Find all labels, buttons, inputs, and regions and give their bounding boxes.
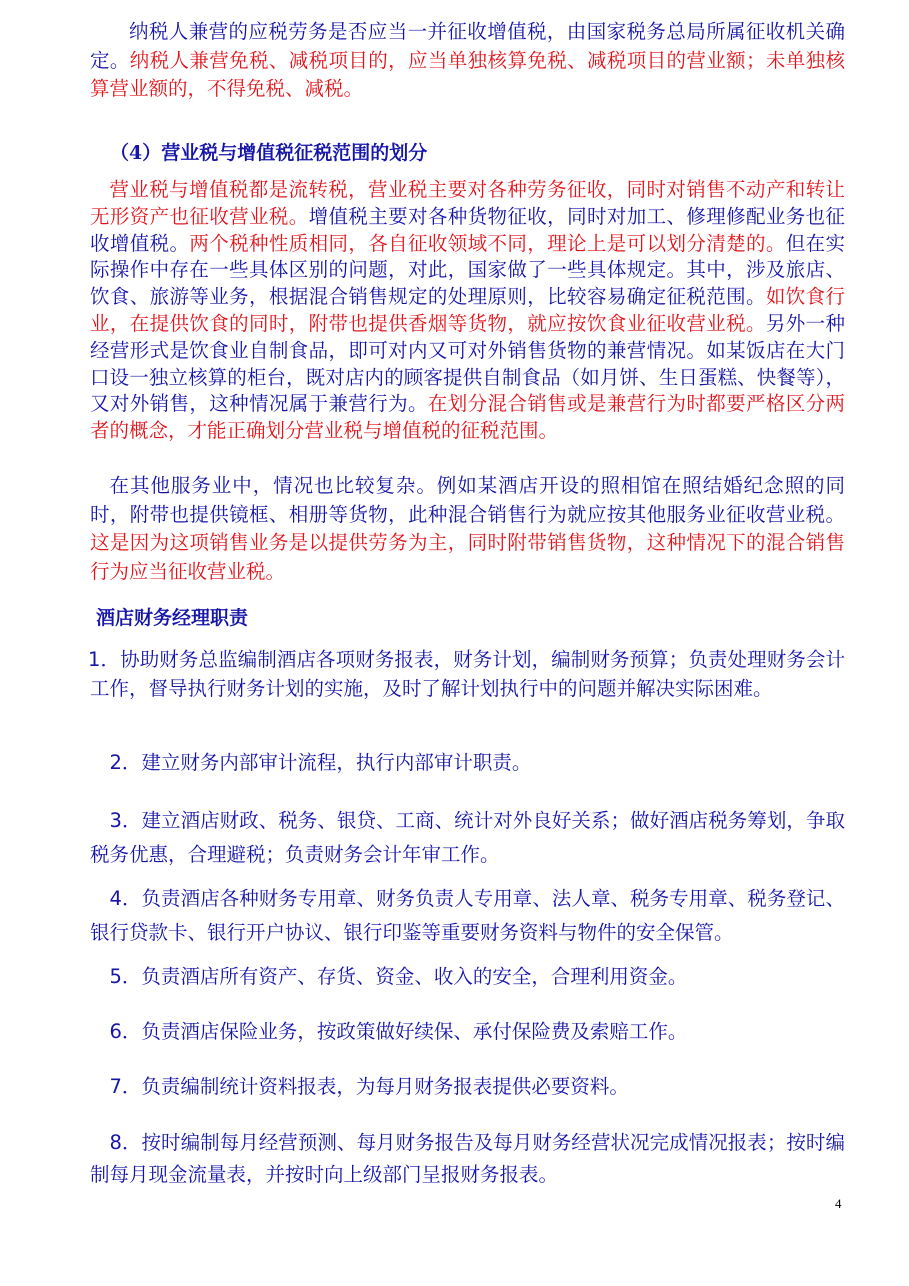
duty-item [90, 1018, 845, 1045]
paragraph-text-blue: 纳税人兼营的应税劳务是否应当一并征收增值税，由国家税务总局所属征收机关确定。 [90, 20, 845, 72]
duty-text: 负责酒店所有资产、存货、资金、收入的安全，合理利用资金。 [141, 965, 688, 988]
duty-item [90, 882, 845, 950]
duty-text: 负责编制统计资料报表，为每月财务报表提供必要资料。 [141, 1075, 629, 1098]
page-number: 4 [835, 1196, 842, 1211]
paragraph-other-services [90, 472, 845, 586]
duty-number: 3． [109, 809, 142, 832]
paragraph-text-red: 两个税种性质相同，各自征收领域不同，理论上是可以划分清楚的。 [189, 231, 786, 255]
paragraph-text-blue: 增值税主要对各种货物征收，同时对加工、修理修配业务也征收增值税。 [90, 204, 845, 255]
duty-number: 2． [109, 751, 142, 774]
duty-text: 负责酒店各种财务专用章、财务负责人专用章、法人章、税务专用章、税务登记、银行贷款卡、银行开户协议、银行印鉴等重要财务资料与物件的安全保管。 [90, 887, 845, 944]
duty-item [90, 963, 845, 990]
paragraph-text-red: 营业税与增值税都是流转税，营业税主要对各种劳务征收，同时对销售不动产和转让无形资产也征收营业税。 [90, 178, 845, 228]
paragraph-text-blue: 在其他服务业中，情况也比较复杂。例如某酒店开设的照相馆在照结婚纪念照的同时，附带也提供镜框、相册等货物，此种混合销售行为就应按其他服务业征收营业税。 [90, 474, 845, 526]
paragraph-text-red: 如饮食行业，在提供饮食的同时，附带也提供香烟等货物，就应按饮食业征收营业税。 [90, 285, 845, 335]
duty-item [90, 1127, 845, 1191]
duty-text: 建立酒店财政、税务、银贷、工商、统计对外良好关系；做好酒店税务筹划，争取税务优惠，合理避税；负责财务会计年审工作。 [90, 809, 845, 866]
duty-number: 5． [109, 965, 142, 988]
paragraph-text-blue: 另外一种经营形式是饮食业自制食品，即可对内又可对外销售货物的兼营情况。如某饭店在大门口设一独立核算的柜台，既对店内的顾客提供自制食品（如月饼、生日蛋糕、快餐等），又对外销售，这种情况属于兼营行为。 [90, 311, 845, 416]
paragraph-text-red: 纳税人兼营免税、减税项目的，应当单独核算免税、减税项目的营业额；未单独核算营业额的，不得免税、减税。 [90, 48, 845, 100]
duty-number: 1． [88, 648, 121, 671]
duty-text: 按时编制每月经营预测、每月财务报告及每月财务经营状况完成情况报表；按时编制每月现金流量表，并按时向上级部门呈报财务报表。 [90, 1131, 845, 1186]
paragraph-tax-scope [90, 177, 845, 445]
duty-number: 8． [109, 1131, 142, 1154]
paragraph-taxpayer-concurrent [90, 18, 845, 104]
paragraph-text-blue: 但在实际操作中存在一些具体区别的问题，对此，国家做了一些具体规定。其中，涉及旅店、饮食、旅游等业务，根据混合销售规定的处理原则，比较容易确定征税范围。 [90, 231, 845, 309]
duty-item [90, 646, 845, 703]
duty-text: 负责酒店保险业务，按政策做好续保、承付保险费及索赔工作。 [141, 1020, 688, 1043]
duty-number: 6． [109, 1020, 142, 1043]
duty-item [90, 1073, 845, 1100]
paragraph-text-red: 在划分混合销售或是兼营行为时都要严格区分两者的概念，才能正确划分营业税与增值税的征税范围。 [90, 392, 845, 443]
duty-text: 协助财务总监编制酒店各项财务报表，财务计划，编制财务预算；负责处理财务会计工作，督导执行财务计划的实施，及时了解计划执行中的问题并解决实际困难。 [90, 648, 845, 700]
duty-text: 建立财务内部审计流程，执行内部审计职责。 [141, 751, 532, 774]
duty-item [90, 804, 845, 872]
section-heading-finance-manager: 酒店财务经理职责 [96, 607, 249, 629]
duty-item [90, 749, 845, 776]
duty-number: 4． [109, 887, 142, 910]
paragraph-text-red: 这是因为这项销售业务是以提供劳务为主，同时附带销售货物，这种情况下的混合销售行为应当征收营业税。 [90, 531, 845, 583]
duty-number: 7． [109, 1075, 142, 1098]
section-heading-business-tax-vat: （4）营业税与增值税征税范围的划分 [110, 142, 428, 164]
